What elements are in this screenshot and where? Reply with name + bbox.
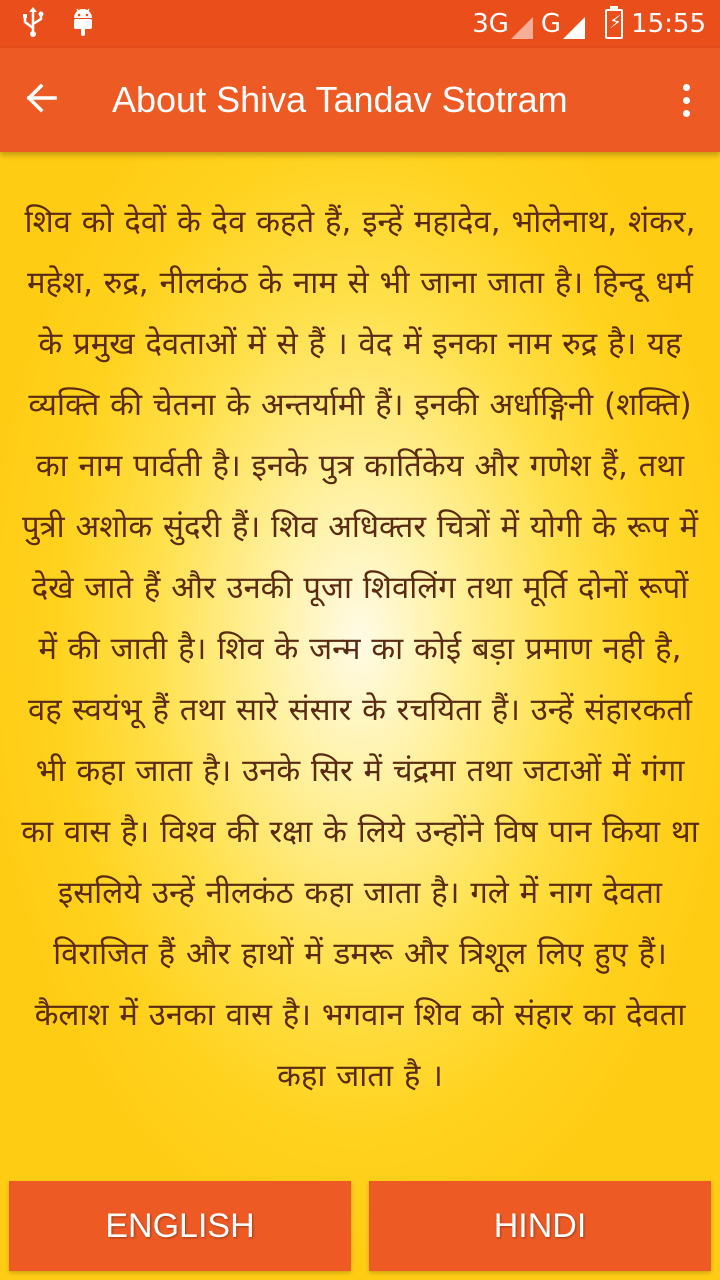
page-title: About Shiva Tandav Stotram (112, 79, 568, 120)
android-debug-icon (70, 6, 96, 42)
language-button-bar (0, 1172, 720, 1280)
network-type-label: 3G (472, 9, 509, 39)
status-bar-system (472, 6, 706, 42)
usb-icon (20, 6, 46, 42)
about-text: शिव को देवों के देव कहते हैं, इन्हें महादेव, भोलेनाथ, शंकर, महेश, रुद्र, नीलकंठ के नाम से भी जाना जाता है। हिन्दू धर्म के प्रमुख देवताओं में से हैं । वेद में इनका नाम रुद्र है। यह व्यक्ति की चेतना के अन्तर्यामी हैं। इनकी अर्धाङ्गिनी (शक्ति) का नाम पार्वती है। इनके पुत्र कार्तिकेय और गणेश हैं, तथा पुत्री अशोक सुंदरी हैं। शिव अधिक्तर चित्रों में योगी के रूप में देखे जाते हैं और उनकी पूजा शिवलिंग तथा मूर्ति दोनों रूपों में की जाती है। शिव के जन्म का कोई बड़ा प्रमाण नही है, वह स्वयंभू हैं तथा सारे संसार के रचयिता हैं। उन्हें संहारकर्ता भी कहा जाता है। उनके सिर में चंद्रमा तथा जटाओं में गंगा का वास है। विश्व की रक्षा के लिये उन्होंने विष पान किया था इसलिये उन्हें नीलकंठ कहा जाता है। गले में नाग देवता विराजित हैं और हाथों में डमरू और त्रिशूल लिए हुए हैं। कैलाश में उनका वास है। भगवान शिव को संहार का देवता कहा जाता है । (21, 204, 699, 1094)
status-bar-notifications (20, 8, 96, 40)
english-button[interactable]: ENGLISH (9, 1181, 351, 1271)
more-vert-icon (683, 84, 690, 91)
signal-strength-icon-secondary (563, 17, 585, 39)
network-type-label-secondary: G (540, 9, 562, 39)
status-bar (0, 0, 720, 48)
signal-strength-icon (511, 17, 533, 39)
signal-icon-secondary (541, 9, 585, 39)
app-bar (0, 48, 720, 152)
more-vert-icon-dot (683, 97, 690, 104)
status-time: 15:55 (631, 9, 706, 39)
battery-charging-icon: ⚡ (605, 9, 623, 39)
back-button[interactable] (18, 76, 66, 124)
arrow-back-icon (25, 81, 59, 119)
more-vert-icon-dot (683, 110, 690, 117)
overflow-menu-button[interactable] (674, 76, 698, 124)
signal-icon (472, 9, 533, 39)
about-content-scroll[interactable] (0, 152, 720, 1152)
hindi-button[interactable]: HINDI (369, 1181, 711, 1271)
